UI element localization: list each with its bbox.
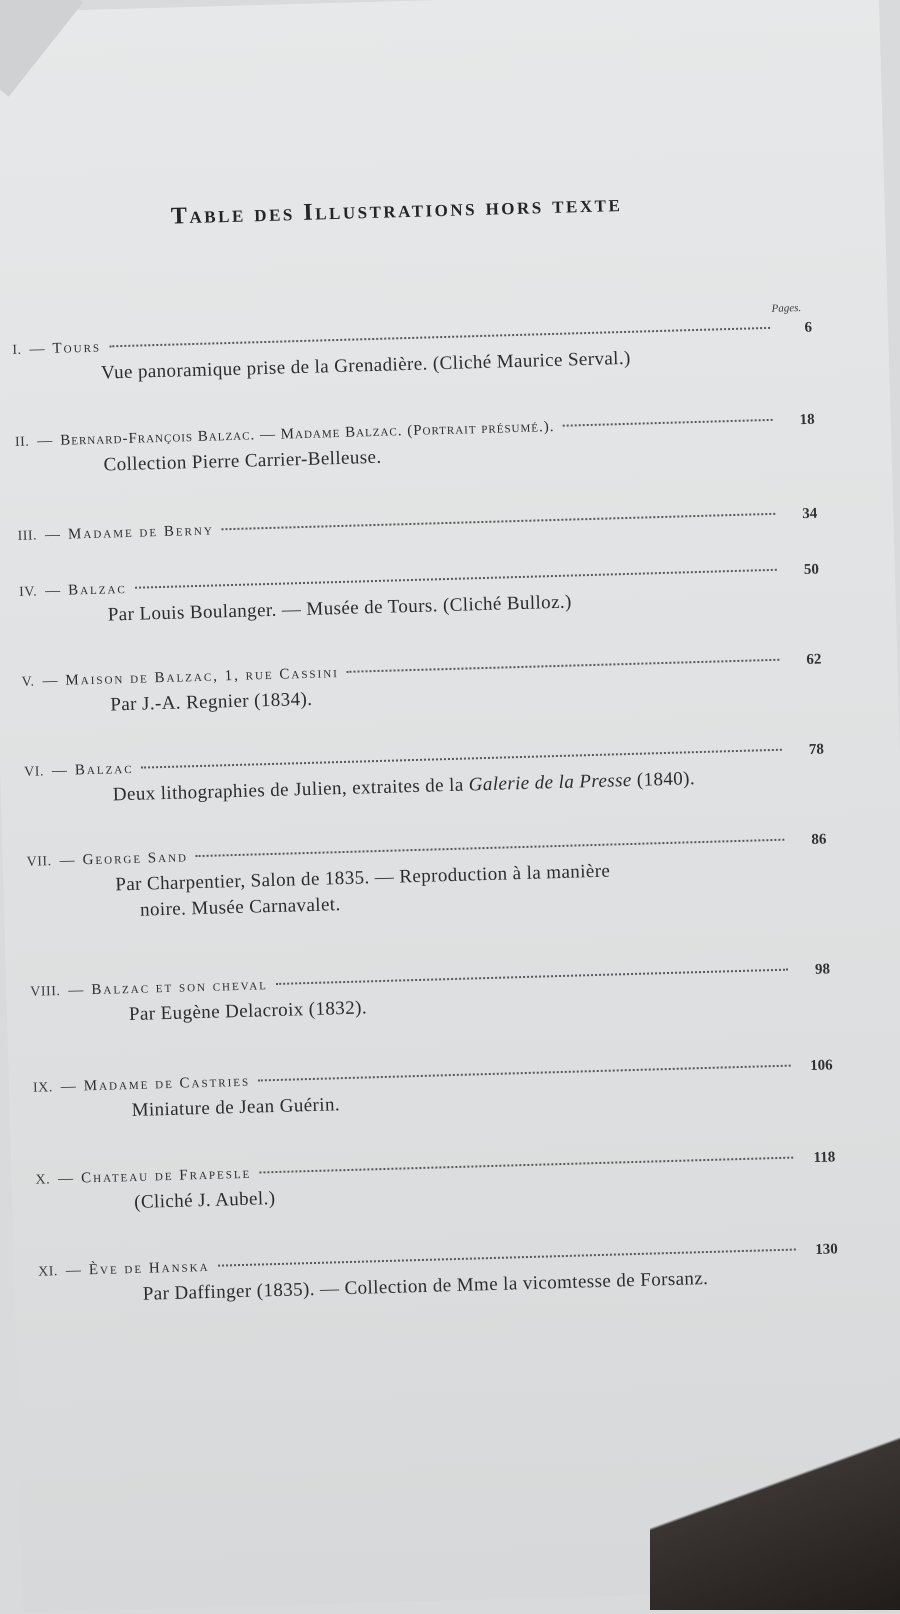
pages-column-label: Pages. bbox=[771, 302, 802, 315]
description-text: Deux lithographies de Julien, extraites de la bbox=[112, 774, 470, 806]
entry-heading: VIII. — Balzac et son cheval 98 bbox=[30, 961, 831, 1000]
entry-page: 6 bbox=[804, 319, 813, 336]
entry-number: VIII. bbox=[30, 983, 61, 1000]
dot-leader bbox=[222, 513, 776, 530]
entry-number: I. bbox=[12, 342, 22, 359]
entry-heading: XI. — Ève de Hanska 130 bbox=[37, 1241, 839, 1280]
entry-title: Chateau de Frapesle bbox=[80, 1165, 252, 1187]
entry-page: 50 bbox=[803, 561, 820, 579]
entry-number: IX. bbox=[32, 1080, 53, 1096]
entry-heading: IV. — Balzac 50 bbox=[18, 561, 820, 600]
entry-page: 106 bbox=[809, 1057, 833, 1075]
entry-heading: V. — Maison de Balzac, 1, rue Cassini 62 bbox=[21, 651, 822, 690]
entry-number: XI. bbox=[37, 1264, 59, 1280]
entry-title: Maison de Balzac, 1, rue Cassini bbox=[65, 665, 340, 689]
entry-description: Par Charpentier, Salon de 1835. — Reproduction à la manière bbox=[115, 860, 611, 896]
entry-number: V. bbox=[21, 674, 35, 690]
entry-title: Balzac bbox=[67, 580, 127, 599]
toc-entry bbox=[15, 412, 816, 479]
entry-page: 98 bbox=[814, 961, 831, 978]
entry-description: Collection Pierre Carrier-Belleuse. bbox=[103, 446, 382, 476]
entry-heading: IX. — Madame de Castries 106 bbox=[32, 1057, 833, 1096]
entry-title: Tours bbox=[52, 339, 102, 357]
entry-description: (Cliché J. Aubel.) bbox=[133, 1188, 276, 1213]
dot-leader bbox=[562, 419, 772, 427]
entry-description: Par Eugène Delacroix (1832). bbox=[128, 997, 368, 1026]
toc-entry bbox=[26, 832, 828, 925]
entry-page: 86 bbox=[811, 831, 827, 848]
entry-description: Vue panoramique prise de la Grenadière. (Cliché Maurice Serval.) bbox=[100, 347, 632, 384]
entry-number: II. bbox=[14, 434, 30, 451]
entry-number: VII. bbox=[26, 854, 52, 870]
entry-description: Par J.-A. Regnier (1834). bbox=[110, 688, 313, 716]
page-corner bbox=[0, 0, 83, 97]
toc-entry bbox=[12, 320, 813, 387]
entry-heading: VII. — George Sand 86 bbox=[26, 831, 827, 870]
entry-page: 118 bbox=[813, 1149, 836, 1167]
entry-title: Madame de Castries bbox=[83, 1073, 251, 1095]
dot-leader bbox=[218, 1249, 796, 1267]
toc-entry bbox=[33, 1057, 834, 1124]
entry-number: III. bbox=[17, 528, 38, 544]
publication-title: Galerie de la Presse bbox=[468, 769, 632, 796]
entry-number: IV. bbox=[18, 584, 38, 600]
dot-leader bbox=[258, 1065, 791, 1082]
description-text: (1840). bbox=[631, 768, 696, 791]
toc-entry bbox=[17, 506, 817, 545]
entry-description: Par Daffinger (1835). — Collection de Mme la vicomtesse de Forsanz. bbox=[142, 1267, 709, 1305]
entry-heading: VI. — Balzac 78 bbox=[23, 741, 825, 780]
entry-description: Miniature de Jean Guérin. bbox=[131, 1094, 341, 1122]
entry-title: Balzac bbox=[74, 760, 134, 779]
entry-page: 62 bbox=[806, 651, 822, 669]
dot-leader bbox=[347, 659, 780, 673]
entry-title: George Sand bbox=[82, 849, 189, 869]
toc-entry bbox=[35, 1149, 836, 1216]
entry-title: Ève de Hanska bbox=[88, 1258, 210, 1279]
background-table-corner bbox=[650, 1410, 900, 1610]
entry-heading: III. — Madame de Berny 34 bbox=[17, 505, 818, 544]
entry-page: 18 bbox=[799, 411, 815, 429]
entry-description: noire. Musée Carnavalet. bbox=[139, 894, 341, 921]
toc-entry bbox=[30, 961, 831, 1028]
entry-description: Par Louis Boulanger. — Musée de Tours. (Cliché Bulloz.) bbox=[107, 591, 573, 626]
dot-leader bbox=[276, 969, 788, 985]
toc-entry bbox=[24, 742, 825, 809]
dot-leader bbox=[109, 327, 770, 347]
toc-entry bbox=[21, 652, 822, 719]
entry-title: Bernard-François Balzac. — Madame Balzac. (Portrait présumé.). bbox=[60, 418, 555, 449]
entry-page: 78 bbox=[808, 741, 825, 758]
page-title: Table des Illustrations hors texte bbox=[170, 190, 623, 230]
entry-page: 130 bbox=[815, 1241, 839, 1258]
toc-entry bbox=[19, 562, 820, 629]
dot-leader bbox=[259, 1157, 793, 1174]
entry-heading: X. — Chateau de Frapesle 118 bbox=[35, 1149, 836, 1188]
entry-heading: I. — Tours 6 bbox=[12, 319, 813, 359]
toc-entry bbox=[38, 1241, 839, 1308]
entry-title: Madame de Berny bbox=[67, 522, 215, 543]
entry-title: Balzac et son cheval bbox=[91, 977, 269, 999]
dot-leader bbox=[135, 569, 777, 589]
entry-heading: II. — Bernard-François Balzac. — Madame Balzac. (Portrait présumé.). 18 bbox=[14, 411, 815, 451]
entry-number: X. bbox=[35, 1172, 51, 1188]
dot-leader bbox=[142, 749, 782, 769]
dot-leader bbox=[196, 839, 784, 857]
entry-number: VI. bbox=[23, 764, 45, 780]
entry-page: 34 bbox=[802, 505, 818, 523]
